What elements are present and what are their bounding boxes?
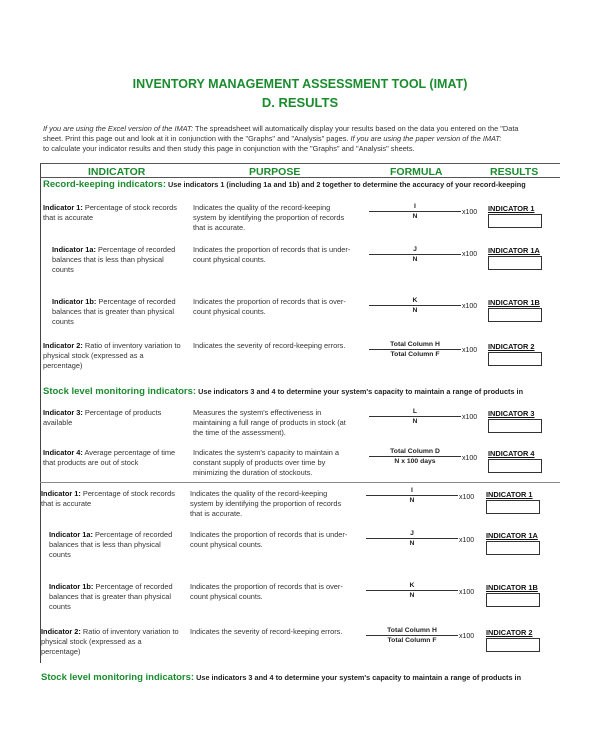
section-title: Stock level monitoring indicators: — [41, 672, 195, 683]
page-title: INVENTORY MANAGEMENT ASSESSMENT TOOL (IMAT) — [132, 77, 468, 91]
section-stock-monitoring-repeat — [41, 672, 521, 683]
indicator-1-purpose: Indicates the quality of the record-keeping system by identifying the proportion of records that is accurate. — [193, 203, 345, 232]
section-title: Stock level monitoring indicators: — [43, 386, 197, 397]
indicator-1b-purpose: Indicates the proportion of records that is over-count physical counts. — [193, 297, 346, 316]
indicator-1-label-repeat: Indicator 1: Percentage of stock records that is accurate — [41, 489, 175, 508]
indicator-1a-formula: J N — [369, 246, 461, 263]
indicator-1a-multiplier: x100 — [462, 251, 478, 258]
indicator-2-purpose-repeat: Indicates the severity of record-keeping errors. — [190, 627, 343, 636]
result-box[interactable] — [488, 459, 542, 473]
section-desc: Use indicators 3 and 4 to determine your system's capacity to maintain a range of products in — [196, 387, 524, 396]
indicator-1a-result: INDICATOR 1A — [488, 246, 542, 270]
page-subtitle: D. RESULTS — [261, 95, 339, 110]
result-box[interactable] — [488, 308, 542, 322]
indicator-2-formula-repeat: Total Column H Total Column F — [366, 627, 458, 644]
indicator-1b-purpose-repeat: Indicates the proportion of records that is over-count physical counts. — [190, 582, 343, 601]
intro-line2: sheet. Print this page out and look at it in conjunction with the "Graphs" and "Analysis" pages. — [43, 134, 351, 143]
section-stock-monitoring — [43, 386, 523, 397]
indicator-1b-formula: K N — [369, 297, 461, 314]
intro-paper-label: If you are using the paper version of the IMAT: — [350, 134, 502, 143]
indicator-1b-label-repeat: Indicator 1b: Percentage of recorded balances that is greater than physical counts — [49, 582, 173, 611]
indicator-4-purpose: Indicates the system's capacity to maintain a constant supply of products over time by minimizing the duration of stockouts. — [193, 448, 340, 477]
indicator-3-purpose: Measures the system's effectiveness in maintaining a full range of products in stock (at the time of the assessment). — [193, 408, 346, 437]
indicator-1-formula: I N — [369, 203, 461, 220]
table-left-border — [40, 163, 41, 663]
indicator-2-multiplier-repeat: x100 — [459, 633, 475, 640]
header-results: RESULTS — [490, 166, 539, 178]
indicator-1b-formula-repeat: K N — [366, 582, 458, 599]
indicator-3-formula: L N — [369, 408, 461, 425]
header-indicator: INDICATOR — [88, 166, 146, 178]
indicator-1-multiplier-repeat: x100 — [459, 494, 475, 501]
result-box[interactable] — [488, 352, 542, 366]
indicator-2-result: INDICATOR 2 — [488, 342, 542, 366]
indicator-4-formula: Total Column D N x 100 days — [369, 448, 461, 465]
indicator-3-label: Indicator 3: Percentage of products available — [43, 408, 162, 427]
indicator-1-result-repeat: INDICATOR 1 — [486, 490, 540, 514]
intro-text — [43, 124, 600, 154]
indicator-1-result: INDICATOR 1 — [488, 204, 542, 228]
indicator-1a-purpose: Indicates the proportion of records that is under-count physical counts. — [193, 245, 351, 264]
section-desc: Use indicators 1 (including 1a and 1b) and 2 together to determine the accuracy of your record-keeping — [166, 180, 526, 189]
indicator-4-multiplier: x100 — [462, 455, 478, 462]
section-record-keeping — [43, 179, 526, 190]
indicator-1-label: Indicator 1: Percentage of stock records that is accurate — [43, 203, 177, 222]
result-box[interactable] — [488, 214, 542, 228]
indicator-1a-purpose-repeat: Indicates the proportion of records that is under-count physical counts. — [190, 530, 348, 549]
indicator-2-label-repeat: Indicator 2: Ratio of inventory variation to physical stock (expressed as a percentage) — [41, 627, 179, 656]
header-formula: FORMULA — [390, 166, 443, 178]
result-box[interactable] — [486, 593, 540, 607]
indicator-1b-result-repeat: INDICATOR 1B — [486, 583, 540, 607]
indicator-2-label: Indicator 2: Ratio of inventory variation to physical stock (expressed as a percentage) — [43, 341, 181, 370]
result-box[interactable] — [486, 500, 540, 514]
indicator-1a-multiplier-repeat: x100 — [459, 537, 475, 544]
result-box[interactable] — [488, 256, 542, 270]
indicator-2-formula: Total Column H Total Column F — [369, 341, 461, 358]
indicator-4-label: Indicator 4: Average percentage of time that products are out of stock — [43, 448, 176, 467]
indicator-1-purpose-repeat: Indicates the quality of the record-keeping system by identifying the proportion of records that is accurate. — [190, 489, 342, 518]
section-title: Record-keeping indicators: — [43, 179, 166, 190]
indicator-1b-result: INDICATOR 1B — [488, 298, 542, 322]
indicator-1b-multiplier: x100 — [462, 303, 478, 310]
page-break-rule — [40, 482, 560, 483]
section-desc: Use indicators 3 and 4 to determine your system's capacity to maintain a range of products in — [194, 673, 522, 682]
indicator-1a-formula-repeat: J N — [366, 530, 458, 547]
intro-line3: to calculate your indicator results and then study this page in conjunction with the "Graphs" and "Analysis" sheets. — [43, 144, 415, 153]
indicator-1-multiplier: x100 — [462, 209, 478, 216]
indicator-1a-label: Indicator 1a: Percentage of recorded balances that is less than physical counts — [52, 245, 176, 274]
header-purpose: PURPOSE — [249, 166, 301, 178]
intro-excel-label: If you are using the Excel version of the IMAT: — [43, 124, 194, 133]
indicator-1-formula-repeat: I N — [366, 487, 458, 504]
indicator-2-result-repeat: INDICATOR 2 — [486, 628, 540, 652]
indicator-3-result: INDICATOR 3 — [488, 409, 542, 433]
indicator-1a-result-repeat: INDICATOR 1A — [486, 531, 540, 555]
indicator-2-purpose: Indicates the severity of record-keeping errors. — [193, 341, 346, 350]
indicator-1b-multiplier-repeat: x100 — [459, 589, 475, 596]
intro-line1: The spreadsheet will automatically display your results based on the data you entered on the "Data — [193, 124, 519, 133]
result-box[interactable] — [486, 638, 540, 652]
indicator-1a-label-repeat: Indicator 1a: Percentage of recorded balances that is less than physical counts — [49, 530, 173, 559]
table-top-rule — [40, 163, 560, 164]
indicator-3-multiplier: x100 — [462, 414, 478, 421]
indicator-2-multiplier: x100 — [462, 347, 478, 354]
result-box[interactable] — [486, 541, 540, 555]
indicator-1b-label: Indicator 1b: Percentage of recorded balances that is greater than physical counts — [52, 297, 176, 326]
result-box[interactable] — [488, 419, 542, 433]
indicator-4-result: INDICATOR 4 — [488, 449, 542, 473]
